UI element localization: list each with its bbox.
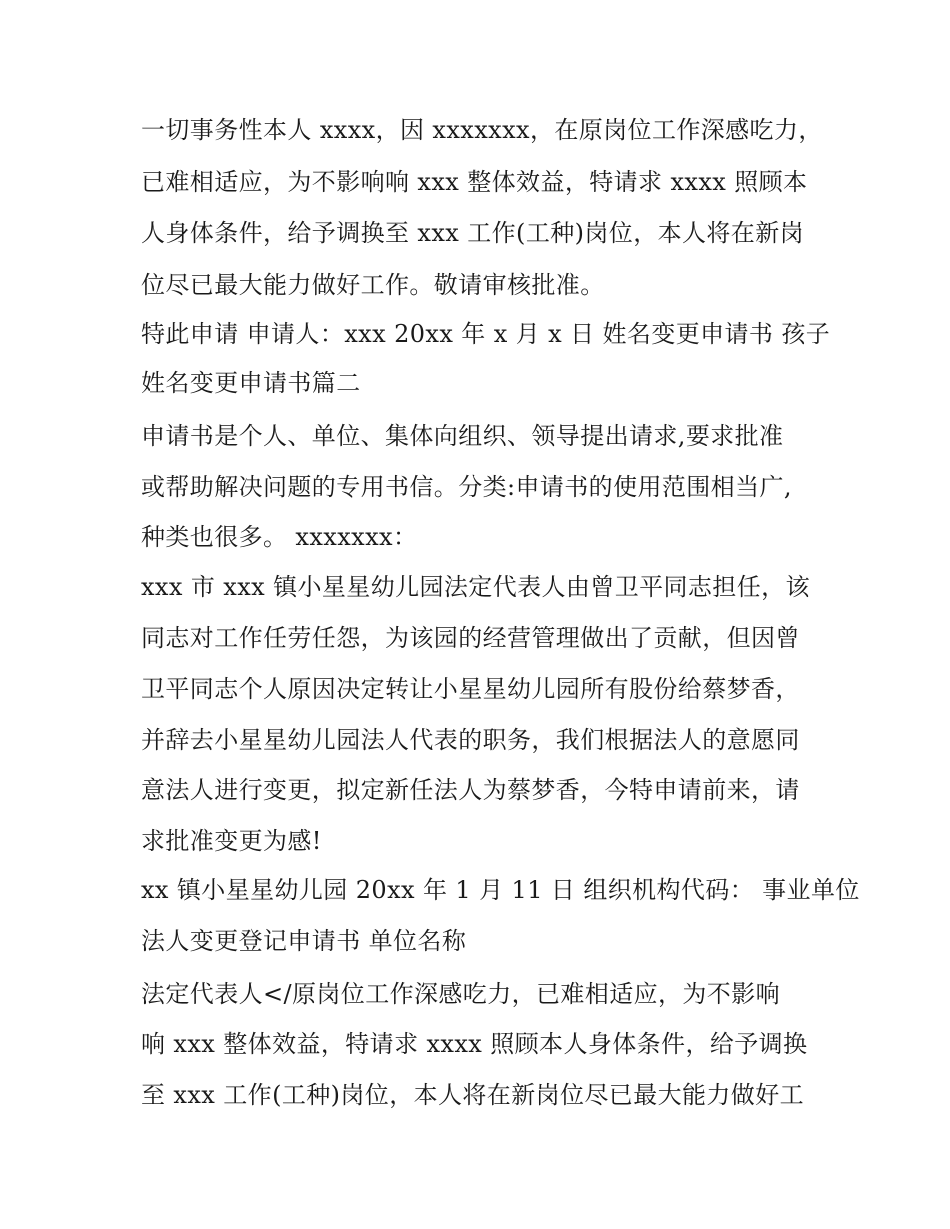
text-line: 意法人进行变更，拟定新任法人为蔡梦香，今特申请前来，请 xyxy=(141,776,800,804)
text-line: 或帮助解决问题的专用书信。分类:申请书的使用范围相当广, xyxy=(141,473,792,501)
text-line: 卫平同志个人原因决定转让小星星幼儿园所有股份给蔡梦香， xyxy=(141,675,800,703)
text-line: 姓名变更申请书篇二 xyxy=(141,369,361,397)
text-line: 种类也很多。 xxxxxxx： xyxy=(141,523,418,551)
text-line: 响 xxx 整体效益，特请求 xxxx 照顾本人身体条件，给予调换 xyxy=(141,1030,808,1058)
text-line: xxx 市 xxx 镇小星星幼儿园法定代表人由曾卫平同志担任，该 xyxy=(141,573,810,601)
text-line: 同志对工作任劳任怨，为该园的经营管理做出了贡献，但因曾 xyxy=(141,624,800,652)
text-line: 法定代表人</原岗位工作深感吃力，已难相适应，为不影响 xyxy=(141,980,780,1008)
text-line: 人身体条件，给予调换至 xxx 工作(工种)岗位，本人将在新岗 xyxy=(141,219,804,247)
text-line: 并辞去小星星幼儿园法人代表的职务，我们根据法人的意愿同 xyxy=(141,726,800,754)
text-line: 至 xxx 工作(工种)岗位，本人将在新岗位尽已最大能力做好工 xyxy=(141,1081,804,1109)
text-line: 法人变更登记申请书 单位名称 xyxy=(141,927,467,955)
text-line: 申请书是个人、单位、集体向组织、领导提出请求,要求批准 xyxy=(141,422,784,450)
text-line: 特此申请 申请人：xxx 20xx 年 x 月 x 日 姓名变更申请书 孩子 xyxy=(141,320,831,348)
text-line: 位尽已最大能力做好工作。敬请审核批准。 xyxy=(141,271,605,299)
text-line: 已难相适应，为不影响响 xxx 整体效益，特请求 xxxx 照顾本 xyxy=(141,168,808,196)
text-line: 求批准变更为感! xyxy=(141,827,322,855)
text-line: 一切事务性本人 xxxx，因 xxxxxxx，在原岗位工作深感吃力， xyxy=(141,116,823,144)
text-line: xx 镇小星星幼儿园 20xx 年 1 月 11 日 组织机构代码： 事业单位 xyxy=(141,876,860,904)
